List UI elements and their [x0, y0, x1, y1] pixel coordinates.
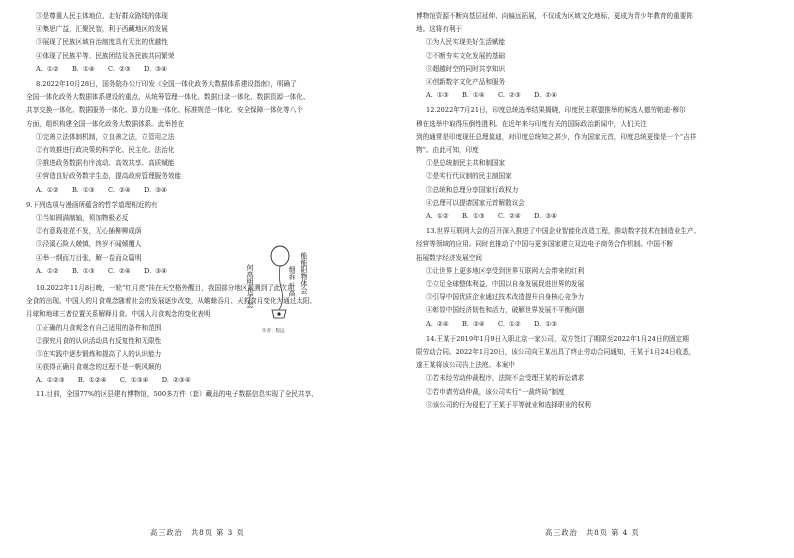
statement: ①是总统制民主共和制国家	[426, 159, 506, 168]
cartoon-right-text: 能能阳物体会	[300, 252, 308, 294]
cartoon-left-text: 何高明 也不怎	[246, 264, 254, 309]
statement: ①让世界上更多地区享受到世界互联网大会带来的红利	[426, 266, 585, 275]
statement: ④创新数字文化产品和服务	[426, 78, 506, 87]
question-stem: 月球和地球三者位置关系解释月食。中国人月食观念的变化表明	[26, 310, 211, 319]
cartoon-mid-text: 烟诉 升高	[288, 266, 296, 297]
question-stem: 全食的出现。中国人的月食观念随着社会的发展逐步改变，从蟾蜍吞月、天狗食月变化为通过太阳、	[26, 297, 317, 306]
statement: ③推进政务数据有序流动、高效共享、高质赋能	[36, 159, 175, 168]
question-14	[416, 333, 766, 412]
question-stem: 全国一体化政务大数据体系建设的重点，从统筹管理一体化、数据目录一体化、数据资源一体化、	[26, 93, 310, 102]
statement: ④获得正确月食观念的过程不是一帆风顺的	[36, 363, 162, 372]
cartoon-caption: 作者：程远	[262, 329, 285, 334]
question-11	[26, 388, 376, 401]
answer-choices: A. ①② B. ①③ C. ②④ D. ③④	[426, 212, 558, 221]
answer-choices: A. ①② B. ①③ C. ②④ D. ③④	[36, 185, 168, 194]
statement: ②若申请劳动仲裁，该公司实行“一裁终局”制度	[426, 387, 565, 396]
question-stem: 11.目前，全国77%的区县建有博物馆，500多万件（套）藏品的电子数据信息实现了全民共享，	[36, 389, 318, 398]
statement: ①为人民实现美好生活赋能	[426, 38, 506, 47]
statement: ③总统和总理分享国家行政权力	[426, 185, 519, 194]
statement: ②有意栽花花不发，无心插柳柳成荫	[36, 227, 142, 236]
question-stem: 12.2022年7月21日，印度总统选举结果揭晓，印度民主联盟推举的候选人德劳帕迪·穆尔	[426, 106, 686, 115]
answer-choices: A. ①②③ B. ①②④ C. ①③④ D. ②③④	[36, 376, 191, 385]
question-stem: 物”。由此可知，印度	[416, 146, 479, 155]
page-footer-left: 高三政治 共8页 第 3 页	[150, 528, 245, 537]
statement: ②有效推进行政决策的科学化、民主化、法治化	[36, 146, 175, 155]
question-stem: 到的通常是印度现任总理莫迪，对印度总统知之甚少，作为国家元首，印度总统更像是一个“吉祥	[416, 132, 697, 141]
statement: ③超越时空的同时共享知识	[426, 64, 506, 73]
statement: ③在实践中逐步锻炼和提高了人的认识能力	[36, 350, 162, 359]
page-footer-right: 高三政治 共8页 第 4 页	[545, 528, 640, 537]
statement: ④集思广益，汇聚民智，利于西藏地区的发展	[36, 25, 168, 34]
answer-choices: A. ①② B. ①③ C. ②④ D. ③④	[36, 266, 168, 275]
question-stem: 限劳动合同。2022年1月20日，该公司向王某出具了终止劳动合同通知，王某于1月24日收悉，	[416, 348, 696, 357]
statement: ②不断夯实文化发展的基础	[426, 51, 506, 60]
statement: ①正确的月食观念有自己适用的条件和范围	[36, 323, 162, 332]
statement: ④彰显中国经济韧性和活力，破解世界发展不平衡问题	[426, 306, 585, 315]
philosophy-cartoon	[222, 244, 340, 336]
question-stem: 穆在选举中取得压倒性胜利。在近年来与印度有关的国际政治新闻中，人们关注	[416, 119, 647, 128]
statement: ④举一纲而万目张，解一卷而众篇明	[36, 253, 142, 262]
statement: ③是尊重人民主体地位、走好群众路线的体现	[36, 12, 168, 20]
cartoon-drawing	[222, 244, 340, 336]
question-stem: 8.2022年10月28日，国务院办公厅印发《全国一体化政务大数据体系建设指南》，明确了	[36, 80, 297, 89]
question-stem: 方面，组织构建全国一体化政务大数据体系。此举旨在	[26, 119, 185, 128]
question-stem: 拓展数字经济发展空间	[416, 253, 482, 262]
question-stem: 10.2022年11月8日晚，一轮“红月亮”挂在天空格外醒目，我国部分地区观测到了此次月	[36, 284, 294, 293]
statement: ②立足全球整体利益，中国以自身发展促进世界的发展	[426, 280, 585, 289]
question-stem: 遂王某将该公司告上法庭。本案中	[416, 361, 515, 370]
statement: ②是实行代议制的民主制国家	[426, 172, 512, 181]
question-13	[416, 225, 766, 331]
statement: ④总理可以提请国家元首解散议会	[426, 198, 525, 207]
statement: ①若未经劳动仲裁程序，法院不会受理王某的诉讼请求	[426, 374, 585, 383]
right-column	[416, 10, 766, 412]
statement: ②探究月食的认识活动具有反复性和无限性	[36, 336, 162, 345]
statement: ③引导中国优质企业通过技术改造提升自身核心竞争力	[426, 293, 585, 302]
question-stem: 经营等领域的应用。同时也推动了中国与更多国家建立双边电子商务合作机制。中国不断	[416, 240, 674, 249]
question-stem: 13.世界互联网大会的召开深入推进了中国企业智能化改造工程，推动数字技术在制造业生产、	[426, 227, 701, 236]
answer-choices: A. ①② B. ①④ C. ②③ D. ③④	[36, 64, 168, 73]
question-stem: 地。这将有利于	[416, 25, 463, 34]
statement: ③该公司的行为侵犯了王某于平等就业和选择职业的权利	[426, 400, 591, 409]
statement: ①当如圆满制轴，须加物极必反	[36, 214, 129, 223]
statement: ③展现了民族区域自治制度具有无比的优越性	[36, 38, 168, 47]
q7-options	[26, 10, 376, 76]
question-stem: 9.下列选项与漫画所蕴含的哲学道理相近的有	[26, 200, 158, 209]
question-8	[26, 78, 376, 197]
statement: ①完善立法体制机制，立良善之法，立管用之法	[36, 132, 175, 141]
answer-choices: A. ②④ B. ③④ C. ①② D. ①③	[426, 319, 558, 328]
question-12	[416, 104, 766, 223]
answer-choices: A. ①③ B. ①④ C. ②③ D. ②④	[426, 91, 558, 100]
statement: ③泾溪石险人兢慎，终岁不闻倾覆人	[36, 240, 142, 249]
statement: ④营造良好政务数字生态，提高政府管理服务效能	[36, 172, 182, 181]
question-stem: 14.王某于2019年1月9日入职北京一家公司，双方签订了期限至2022年1月24日的固定期	[426, 334, 689, 343]
question-stem: 博物馆资源不断向基层延伸、向偏远拓展，不仅成为区域文化地标，更成为青少年教育的重要阵	[416, 12, 693, 20]
question-stem: 共享交换一体化、数据服务一体化、算力设施一体化、标准规范一体化、安全保障一体化等八个	[26, 106, 303, 115]
question-11-continued	[416, 10, 766, 102]
statement: ④体现了民族平等、民族团结及各民族共同繁荣	[36, 51, 175, 60]
left-column	[26, 10, 376, 401]
